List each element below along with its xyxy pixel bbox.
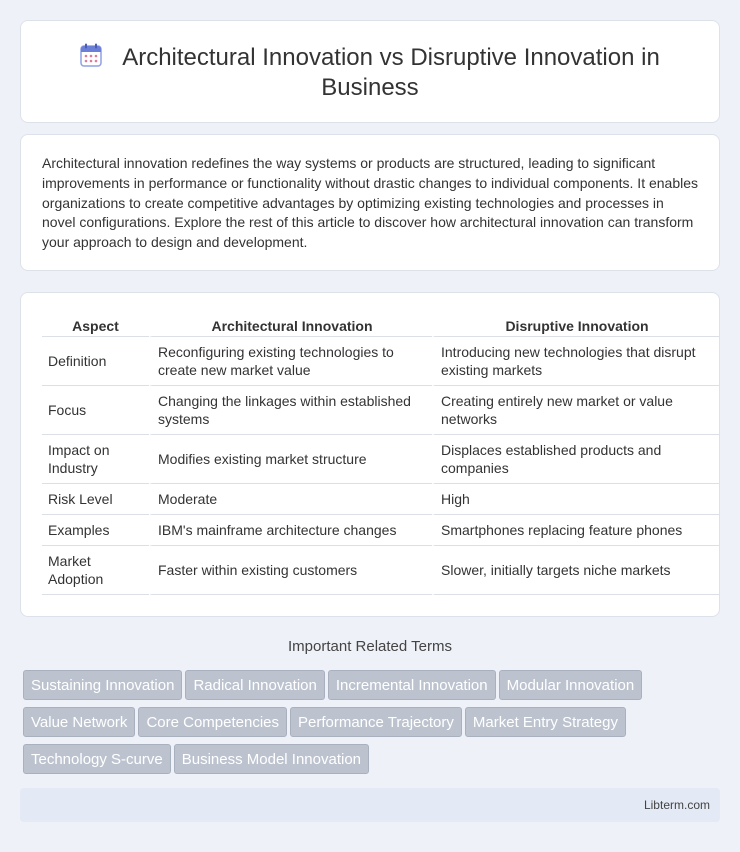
comparison-card [20,292,720,617]
row-architectural: IBM's mainframe architecture changes [149,515,432,546]
row-aspect: Market Adoption [42,546,149,595]
related-terms-heading: Important Related Terms [288,638,452,655]
table-row [42,337,719,386]
row-aspect: Focus [42,386,149,435]
tag-incremental-innovation[interactable]: Incremental Innovation [328,670,496,700]
row-disruptive: High [432,484,719,515]
title-line-2: Business [321,74,419,101]
intro-paragraph: Architectural innovation redefines the way systems or products are structured, leading to significant improvements in performance or functionality without drastic changes to individual components. It enables organizations to create competitive advantages by optimizing existing technologies and processes in novel configurations. Explore the rest of this article to discover how architectural innovation can transform your approach to design and development. [42,155,699,251]
footer-site-link[interactable]: Libterm.com [643,798,710,812]
table-row [42,386,719,435]
row-aspect: Impact on Industry [42,435,149,484]
row-architectural: Faster within existing customers [149,546,432,595]
row-architectural: Changing the linkages within established systems [149,386,432,435]
table-row [42,546,719,595]
calendar-icon [80,43,102,67]
table-row [42,484,719,515]
row-disruptive: Slower, initially targets niche markets [432,546,719,595]
table-header-row [42,313,719,337]
row-disruptive: Displaces established products and companies [432,435,719,484]
row-disruptive: Introducing new technologies that disrupt existing markets [432,337,719,386]
header-architectural: Architectural Innovation [149,313,432,337]
header-aspect: Aspect [42,313,149,337]
intro-card [20,134,720,271]
row-disruptive: Smartphones replacing feature phones [432,515,719,546]
tag-market-entry-strategy[interactable]: Market Entry Strategy [465,707,626,737]
row-architectural: Modifies existing market structure [149,435,432,484]
row-aspect: Risk Level [42,484,149,515]
tag-core-competencies[interactable]: Core Competencies [138,707,287,737]
row-architectural: Moderate [149,484,432,515]
row-disruptive: Creating entirely new market or value networks [432,386,719,435]
row-architectural: Reconfiguring existing technologies to create new market value [149,337,432,386]
tag-technology-s-curve[interactable]: Technology S-curve [23,744,171,774]
comparison-table [42,313,719,595]
tag-performance-trajectory[interactable]: Performance Trajectory [290,707,462,737]
tag-radical-innovation[interactable]: Radical Innovation [185,670,324,700]
row-aspect: Examples [42,515,149,546]
page-title [21,43,719,103]
table-row [42,435,719,484]
table-row [42,515,719,546]
header-disruptive: Disruptive Innovation [432,313,719,337]
title-line-1: Architectural Innovation vs Disruptive Innovation in [122,44,660,71]
related-terms-list [23,670,723,781]
tag-value-network[interactable]: Value Network [23,707,135,737]
tag-business-model-innovation[interactable]: Business Model Innovation [174,744,369,774]
title-card [20,20,720,123]
tag-modular-innovation[interactable]: Modular Innovation [499,670,643,700]
footer [20,788,720,822]
row-aspect: Definition [42,337,149,386]
tag-sustaining-innovation[interactable]: Sustaining Innovation [23,670,182,700]
